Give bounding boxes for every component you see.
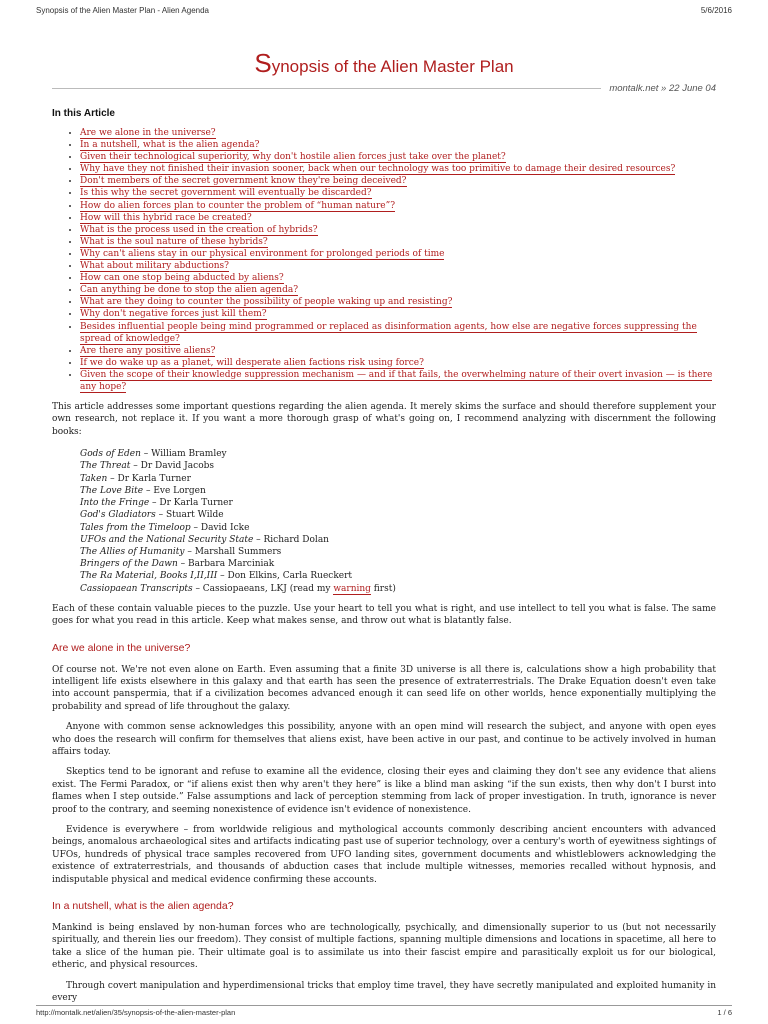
book-note: first) xyxy=(370,583,396,594)
warning-link[interactable]: warning xyxy=(333,583,371,594)
book-title: Bringers of the Dawn xyxy=(80,559,178,570)
book-title: Tales from the Timeloop xyxy=(80,522,191,533)
book-author: – Cassiopaeans, LKJ (read my xyxy=(192,583,334,594)
book-title: The Ra Material, Books I,II,III xyxy=(80,571,218,582)
toc-link[interactable]: Why don't negative forces just kill them? xyxy=(80,309,267,320)
book-author: – Dr Karla Turner xyxy=(149,498,233,509)
book-title: God's Gladiators xyxy=(80,510,156,521)
toc-item xyxy=(80,357,716,369)
toc-item xyxy=(80,248,716,260)
section1-paragraph: Anyone with common sense acknowledges this possibility, anyone with an open mind will research the subject, and anyone with open eyes who does the research will confirm for themselves that aliens exist, have been active in our past, and continue to be actively involved in human affairs today. xyxy=(52,722,716,757)
book-author: – Richard Dolan xyxy=(253,534,329,545)
toc-item xyxy=(80,224,716,236)
toc-link[interactable]: How will this hybrid race be created? xyxy=(80,212,252,223)
section-heading-agenda: In a nutshell, what is the alien agenda? xyxy=(52,900,234,913)
print-header xyxy=(36,6,732,20)
book-item xyxy=(80,460,716,472)
toc-item xyxy=(80,369,716,393)
book-author: – Dr Karla Turner xyxy=(107,473,191,484)
toc-link[interactable]: Can anything be done to stop the alien agenda? xyxy=(80,285,299,296)
toc-link[interactable]: How can one stop being abducted by aliens? xyxy=(80,273,284,284)
print-footer-url: http://montalk.net/alien/35/synopsis-of-the-alien-master-plan xyxy=(36,1008,236,1017)
book-author: – Eve Lorgen xyxy=(143,485,206,496)
print-footer xyxy=(36,1005,732,1020)
toc-link[interactable]: How do alien forces plan to counter the problem of “human nature”? xyxy=(80,200,396,211)
toc-link[interactable]: If we do wake up as a planet, will desperate alien factions risk using force? xyxy=(80,357,424,368)
toc-link[interactable]: What is the process used in the creation of hybrids? xyxy=(80,224,318,235)
book-item xyxy=(80,448,716,460)
toc-link[interactable]: Given their technological superiority, why don't hostile alien forces just take over the planet? xyxy=(80,152,506,163)
byline-row xyxy=(52,83,716,94)
book-author: – Marshall Summers xyxy=(184,546,282,557)
book-item xyxy=(80,473,716,485)
toc-item xyxy=(80,321,716,345)
toc-link[interactable]: What about military abductions? xyxy=(80,261,229,272)
toc-item xyxy=(80,175,716,187)
toc-link[interactable]: In a nutshell, what is the alien agenda? xyxy=(80,140,260,151)
title-initial: S xyxy=(254,48,272,78)
toc-item xyxy=(80,200,716,212)
book-title: Gods of Eden xyxy=(80,449,141,460)
section1-paragraph: Evidence is everywhere – from worldwide religious and mythological accounts commonly describing ancient encounters with advanced beings, anomalous archaeological sites and artifacts indicating past use of superior technology, over a century's worth of eyewitness sightings of UFOs, hundreds of physical trace samples recovered from UFO landing sites, government documents and whistleblowers acknowledging the existence of extraterrestrials, and thousands of abduction cases that include multiple witnesses, memories recalled without hypnosis, and indisputable physical and medical evidence confirming these accounts. xyxy=(52,825,716,885)
toc-item xyxy=(80,272,716,284)
toc-item xyxy=(80,236,716,248)
section-heading-alone: Are we alone in the universe? xyxy=(52,641,191,654)
toc-item xyxy=(80,163,716,175)
book-author: – David Icke xyxy=(190,522,250,533)
toc-link[interactable]: Why have they not finished their invasion sooner, back when our technology was too primitive to damage their desired resources? xyxy=(80,164,676,175)
toc-link[interactable]: Are we alone in the universe? xyxy=(80,128,216,138)
book-title: Into the Fringe xyxy=(80,498,150,509)
toc-link[interactable]: Why can't aliens stay in our physical environment for prolonged periods of time xyxy=(80,248,445,259)
book-title: Cassiopaean Transcripts xyxy=(80,583,193,594)
book-item xyxy=(80,558,716,570)
toc-link[interactable]: Don't members of the secret government know they're being deceived? xyxy=(80,176,407,187)
toc-item xyxy=(80,139,716,151)
book-title: The Threat xyxy=(80,461,131,472)
book-author: – William Bramley xyxy=(140,449,227,460)
toc-link[interactable]: Besides influential people being mind programmed or replaced as disinformation agents, how else are negative forces suppressing the spread of knowledge? xyxy=(80,321,697,344)
book-author: – Barbara Marciniak xyxy=(177,559,275,570)
book-item xyxy=(80,485,716,497)
toc-item xyxy=(80,296,716,308)
toc-link[interactable]: What is the soul nature of these hybrids? xyxy=(80,236,268,247)
book-item xyxy=(80,522,716,534)
after-books-paragraph: Each of these contain valuable pieces to the puzzle. Use your heart to tell you what is right, and use intellect to tell you what is false. The same goes for what you read in this article. Keep what makes sense, and throw out what is blatantly false. xyxy=(52,603,716,627)
toc-item xyxy=(80,260,716,272)
toc-item xyxy=(80,212,716,224)
byline-divider xyxy=(52,88,601,89)
book-list xyxy=(80,448,716,594)
book-item xyxy=(80,546,716,558)
section2-paragraph: Mankind is being enslaved by non-human forces who are technologically, psychically, and dimensionally superior to us (but not necessarily spiritually, and therein lies our freedom). They consist of multiple factions, spanning multiple dimensions and locations in spacetime, all here to take a slice of the human pie. Their ultimate goal is to assimilate us into their fascist empire and parasitically exploit us for our biological, etheric, and physical resources. xyxy=(52,923,716,971)
print-header-title: Synopsis of the Alien Master Plan - Alien Agenda xyxy=(36,6,209,15)
print-footer-page: 1 / 6 xyxy=(717,1008,732,1017)
section1-paragraph: Of course not. We're not even alone on Earth. Even assuming that a finite 3D universe is all there is, calculations show a high probability that intelligent life exists elsewhere in this galaxy and that earth has seen the presence of extraterrestrials. The Drake Equation doesn't even take into account panspermia, that if a civilization becomes advanced enough it can seed life on other worlds, hence exponentially multiplying the probability and spread of life throughout the galaxy. xyxy=(52,664,716,712)
book-author: – Dr David Jacobs xyxy=(130,461,214,472)
book-title: The Love Bite xyxy=(80,485,144,496)
section2-paragraph: Through covert manipulation and hyperdimensional tricks that employ time travel, they have secretly manipulated and exploited humanity in every xyxy=(52,980,716,1004)
toc-item xyxy=(80,284,716,296)
book-author: – Stuart Wilde xyxy=(155,510,224,521)
toc-link[interactable]: Given the scope of their knowledge suppression mechanism — and if that fails, the overwhelming nature of their overt invasion — is there any hope? xyxy=(80,369,713,392)
book-title: Taken xyxy=(80,473,108,484)
toc-item xyxy=(80,151,716,163)
toc-link[interactable]: Is this why the secret government will eventually be discarded? xyxy=(80,188,372,199)
table-of-contents xyxy=(52,127,716,393)
book-item xyxy=(80,583,716,595)
book-item xyxy=(80,534,716,546)
print-header-date: 5/6/2016 xyxy=(700,6,732,15)
intro-paragraph: This article addresses some important questions regarding the alien agenda. It merely skims the surface and should therefore supplement your own research, not replace it. If you want a more thorough grasp of what's going on, I recommend analyzing with discernment the following books: xyxy=(52,402,716,437)
toc-link[interactable]: What are they doing to counter the possibility of people waking up and resisting? xyxy=(80,297,453,308)
book-title: The Allies of Humanity xyxy=(80,546,185,557)
toc-item xyxy=(80,345,716,357)
toc-heading: In this Article xyxy=(52,108,115,119)
byline: montalk.net » 22 June 04 xyxy=(609,83,716,94)
page-title xyxy=(52,48,716,79)
title-rest: ynopsis of the Alien Master Plan xyxy=(271,57,514,76)
article xyxy=(52,48,716,1004)
book-title: UFOs and the National Security State xyxy=(80,534,254,545)
section1-paragraph: Skeptics tend to be ignorant and refuse to examine all the evidence, closing their eyes and claiming they don't see any evidence that aliens exist. The Fermi Paradox, or “if aliens exist then why aren't they here” is like a blind man asking “if the sun exists, then why don't I burst into flames when I step outside.” False assumptions and lack of perception stemming from lack of proper investigation. In truth, ignorance is never proof to the contrary, and seeming nonexistence of evidence isn't evidence of nonexistence. xyxy=(52,767,716,815)
book-item xyxy=(80,509,716,521)
toc-item xyxy=(80,308,716,320)
book-author: – Don Elkins, Carla Rueckert xyxy=(217,571,353,582)
toc-item xyxy=(80,187,716,199)
toc-link[interactable]: Are there any positive aliens? xyxy=(80,345,216,356)
book-item xyxy=(80,497,716,509)
toc-item xyxy=(80,127,716,139)
book-item xyxy=(80,570,716,582)
